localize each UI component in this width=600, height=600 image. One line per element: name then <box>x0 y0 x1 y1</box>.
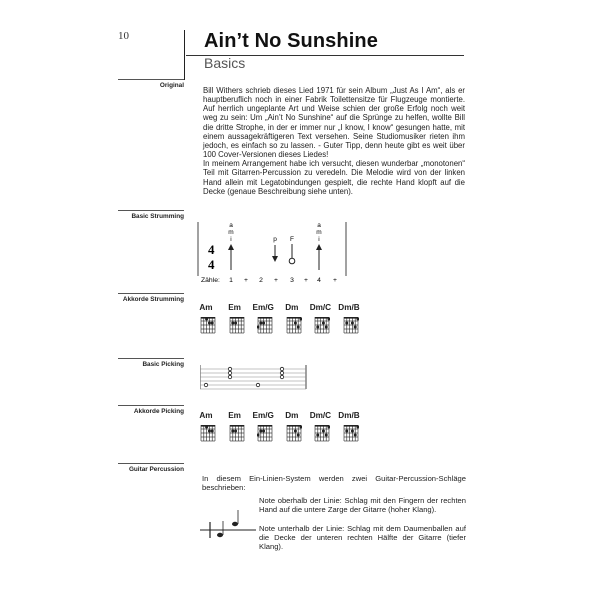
percussion-note-below-text: Note unterhalb der Linie: Schlag mit dem Daumenballen auf die Decke der unteren rechten Hälfte der Gitarre (tiefer Klang). <box>259 524 466 551</box>
count-4: 4 <box>317 277 321 284</box>
chord-diagram <box>343 316 359 334</box>
chord-finger-dot <box>354 326 357 329</box>
chord-diagram <box>229 424 245 442</box>
chord-finger-dot <box>354 434 357 437</box>
chord-finger-dot <box>205 426 208 429</box>
chord-diagram <box>343 424 359 442</box>
chord-diagram <box>257 316 273 334</box>
section-label-guitar-percussion: Guitar Percussion <box>118 463 184 473</box>
title-vertical-rule <box>184 30 185 80</box>
picking-note <box>228 367 231 370</box>
chord-name: Am <box>199 411 213 420</box>
finger-f: F <box>290 236 294 243</box>
section-label-akkorde-picking: Akkorde Picking <box>118 405 184 415</box>
time-sig-top: 4 <box>208 242 215 257</box>
percussion-note-above-text: Note oberhalb der Linie: Schlag mit den Fingern der rechten Hand auf die untere Zarge der Gitarre (hoher Klang). <box>259 496 466 514</box>
chord-finger-dot <box>345 430 348 433</box>
chord-finger-dot <box>294 322 297 325</box>
count-plus-3: + <box>304 277 308 284</box>
chord-finger-dot <box>231 430 234 433</box>
picking-staff <box>200 363 308 393</box>
chord-finger-dot <box>317 326 320 329</box>
chord-name: Em/G <box>252 303 274 312</box>
page-number: 10 <box>118 30 129 42</box>
downstroke-head <box>272 256 278 262</box>
section-label-basic-strumming: Basic Strumming <box>118 210 184 220</box>
chord-finger-dot <box>351 430 354 433</box>
chord-row-picking <box>199 411 374 447</box>
finger-a-1: a <box>229 222 233 229</box>
chord-finger-dot <box>322 430 325 433</box>
chord-finger-dot <box>296 434 299 437</box>
chord-diagram <box>257 424 273 442</box>
section-label-basic-picking: Basic Picking <box>118 358 184 368</box>
count-plus-4: + <box>333 277 337 284</box>
chord-diagram <box>314 424 330 442</box>
chord-finger-dot <box>317 434 320 437</box>
chord-name: Em <box>228 303 241 312</box>
upstroke-head-1 <box>228 244 234 250</box>
count-1: 1 <box>229 277 233 284</box>
chord-diagram <box>229 316 245 334</box>
chord-diagram <box>200 424 216 442</box>
picking-note <box>280 367 283 370</box>
chord-finger-dot <box>345 322 348 325</box>
chord-name: Dm <box>285 303 299 312</box>
chord-finger-dot <box>322 322 325 325</box>
chord-diagram <box>200 316 216 334</box>
percussion-intro: In diesem Ein-Linien-System werden zwei Guitar-Percussion-Schläge beschrieben: <box>202 474 466 492</box>
chord-row-strumming <box>199 303 374 339</box>
original-paragraph-2: In meinem Arrangement habe ich versucht, diesen wunderbar „monotonen“ Teil mit Gitarren-Percussion zu veredeln. Die Melodie wird von der linken Hand allein mit Legatobindungen gespielt, die rechte Hand klopft auf die Decke (genaue Beschreibung siehe unten). <box>203 159 465 196</box>
chord-name: Dm/B <box>338 303 360 312</box>
chord-finger-dot <box>262 322 265 325</box>
upstroke-head-4 <box>316 244 322 250</box>
picking-note <box>280 375 283 378</box>
chord-finger-dot <box>262 430 265 433</box>
chord-finger-dot <box>294 430 297 433</box>
chord-name: Dm/B <box>338 411 360 420</box>
finger-m-1: m <box>228 229 234 236</box>
chord-name: Dm <box>285 411 299 420</box>
picking-note <box>204 383 207 386</box>
chord-finger-dot <box>205 318 208 321</box>
chord-finger-dot <box>325 434 328 437</box>
chord-name: Em/G <box>252 411 274 420</box>
percussion-note-above <box>232 522 238 526</box>
chord-diagram <box>286 316 302 334</box>
chord-name: Dm/C <box>309 411 332 420</box>
chord-finger-dot <box>208 322 211 325</box>
finger-a-4: a <box>317 222 321 229</box>
chord-finger-dot <box>234 322 237 325</box>
chord-finger-dot <box>208 430 211 433</box>
count-label: Zähle: <box>201 277 220 284</box>
time-sig-bottom: 4 <box>208 257 215 272</box>
count-2: 2 <box>259 277 263 284</box>
chord-finger-dot <box>234 430 237 433</box>
chord-finger-dot <box>296 326 299 329</box>
picking-note <box>256 383 259 386</box>
finger-m-4: m <box>316 229 322 236</box>
chord-diagram <box>314 316 330 334</box>
chord-name: Em <box>228 411 241 420</box>
picking-note <box>228 375 231 378</box>
count-plus-1: + <box>244 277 248 284</box>
percussion-circle <box>289 258 295 264</box>
section-label-original: Original <box>118 79 184 89</box>
original-text <box>203 86 465 196</box>
original-paragraph-1: Bill Withers schrieb dieses Lied 1971 für sein Album „Just As I Am“, als er hauptberuflich noch in einer Fabrik Toilettensitze für Flugzeuge montierte. Auf herrlich ungeplante Art und Weise schien der große Erfolg noch weit weg zu sein: Um „Ain’t No Sunshine“ auf die Sprünge zu helfen, wollte Bill die dritte Strophe, in der er immer nur „I know, I know“ gesungen hatte, mit einem aussagekräftigeren Text versehen. Seine Studiomusiker rieten ihm jedoch, es einfach so zu lassen. - Guter Tipp, denn heute gibt es weit über 100 Cover-Versionen dieses Liedes! <box>203 86 465 160</box>
page-title: Ain’t No Sunshine <box>204 30 378 52</box>
chord-name: Dm/C <box>309 303 332 312</box>
chord-finger-dot <box>351 322 354 325</box>
percussion-notation <box>200 506 258 552</box>
chord-finger-dot <box>211 430 214 433</box>
percussion-note-below <box>217 533 223 537</box>
count-plus-2: + <box>274 277 278 284</box>
section-label-akkorde-strumming: Akkorde Strumming <box>118 293 184 303</box>
strumming-diagram <box>196 216 356 288</box>
chord-finger-dot <box>259 430 262 433</box>
chord-finger-dot <box>231 322 234 325</box>
chord-finger-dot <box>211 322 214 325</box>
finger-i-4: i <box>318 236 320 243</box>
chord-finger-dot <box>257 434 260 437</box>
picking-note <box>280 371 283 374</box>
picking-note <box>228 371 231 374</box>
finger-i-1: i <box>230 236 232 243</box>
chord-finger-dot <box>257 326 260 329</box>
chord-diagram <box>286 424 302 442</box>
page-subtitle: Basics <box>204 55 246 71</box>
count-3: 3 <box>290 277 294 284</box>
chord-name: Am <box>199 303 213 312</box>
finger-p: p <box>273 236 277 243</box>
chord-finger-dot <box>259 322 262 325</box>
chord-finger-dot <box>325 326 328 329</box>
